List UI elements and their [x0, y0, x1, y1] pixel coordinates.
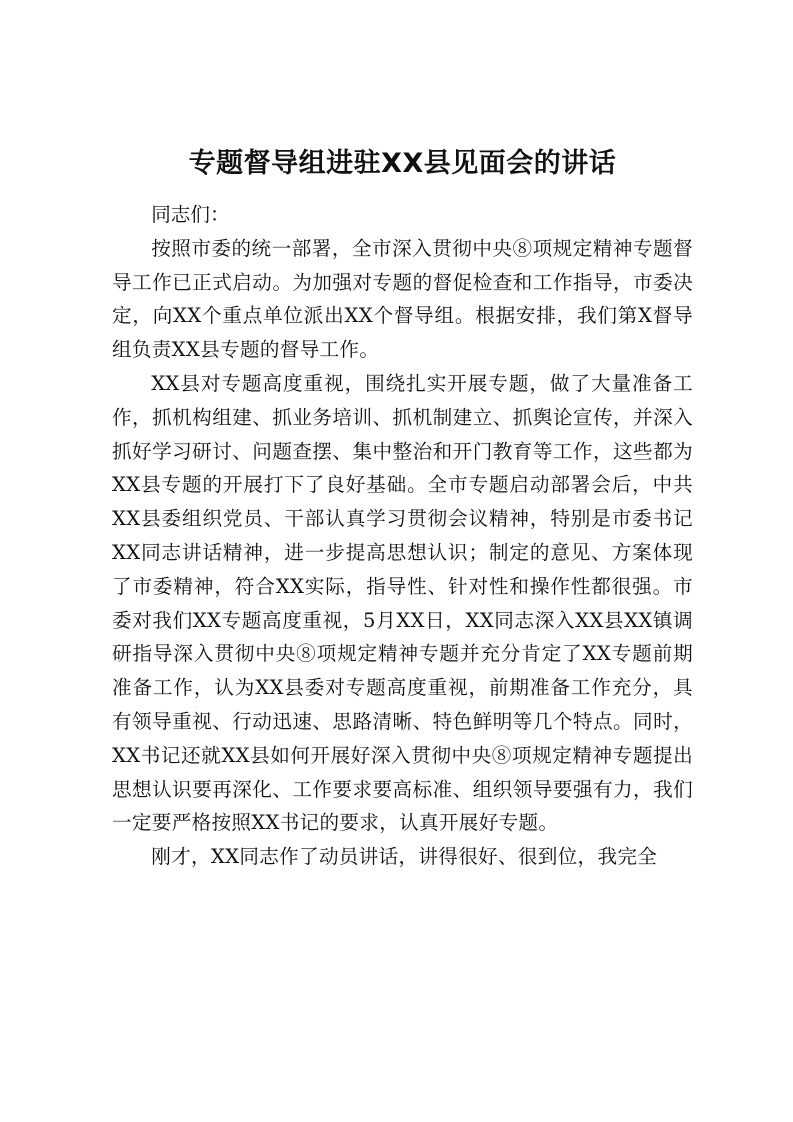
salutation: 同志们： — [151, 203, 230, 226]
document-title: 专题督导组进驻XX县见面会的讲话 — [188, 148, 617, 179]
paragraph-1: 按照市委的统一部署，全市深入贯彻中央⑧项规定精神专题督导工作已正式启动。为加强对专题的督促检查和工作指导，市委决定，向XX个重点单位派出XX个督导组。根据安排，我们第X督导组负责XX县专题的督导工作。 — [112, 236, 693, 362]
paragraph-3: 刚才，XX同志作了动员讲话，讲得很好、很到位，我完全 — [151, 845, 658, 869]
paragraph-2: XX县对专题高度重视，围绕扎实开展专题，做了大量准备工作，抓机构组建、抓业务培训、抓机制建立、抓舆论宣传，并深入抓好学习研讨、问题查摆、集中整治和开门教育等工作，这些都为XX县专题的开展打下了良好基础。全市专题启动部署会后，中共XX县委组织党员、干部认真学习贯彻会议精神，特别是市委书记XX同志讲话精神，进一步提高思想认识；制定的意见、方案体现了市委精神，符合XX实际，指导性、针对性和操作性都很强。市委对我们XX专题高度重视，5月XX日，XX同志深入XX县XX镇调研指导深入贯彻中央⑧项规定精神专题并充分肯定了XX专题前期准备工作，认为XX县委对专题高度重视，前期准备工作充分，具有领导重视、行动迅速、思路清晰、特色鲜明等几个特点。同时，XX书记还就XX县如何开展好深入贯彻中央⑧项规定精神专题提出思想认识要再深化、工作要求要高标准、组织领导要强有力，我们一定要严格按照XX书记的要求，认真开展好专题。 — [112, 371, 693, 835]
